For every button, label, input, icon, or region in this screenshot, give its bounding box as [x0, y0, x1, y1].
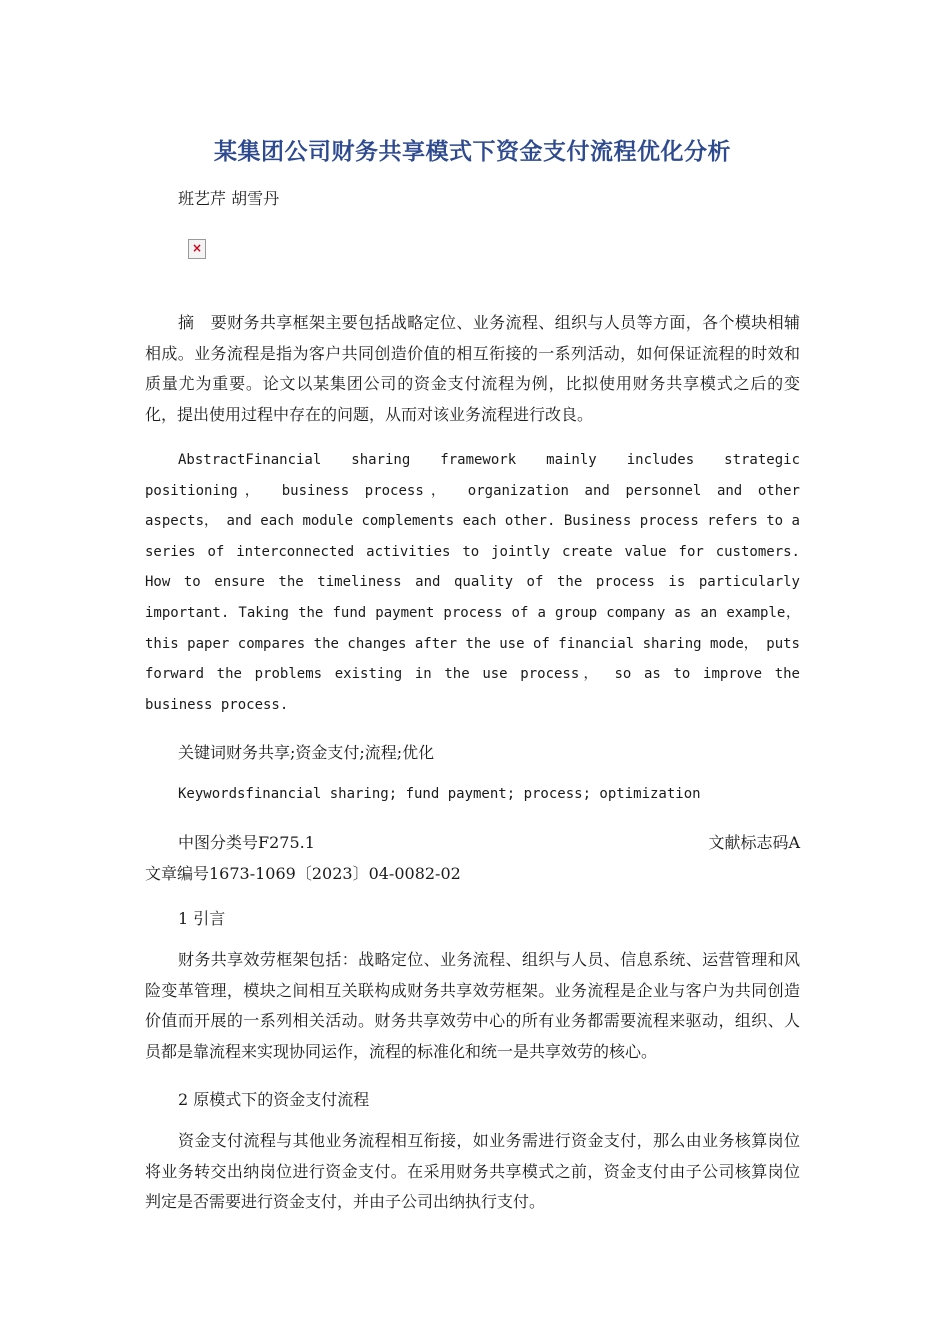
broken-image-icon: ×	[188, 239, 206, 259]
keywords-cn: 关键词财务共享;资金支付;流程;优化	[178, 743, 435, 762]
article-number: 文章编号1673-1069〔2023〕04-0082-02	[145, 864, 461, 883]
document-code: 文献标志码A	[708, 833, 800, 852]
section-2-body: 资金支付流程与其他业务流程相互衔接，如业务需进行资金支付，那么由业务核算岗位将业务转交出纳岗位进行资金支付。在采用财务共享模式之前，资金支付由子公司核算岗位判定是否需要进行资金支付，并由子公司出纳执行支付。	[145, 1131, 800, 1211]
section-1-body: 财务共享效劳框架包括：战略定位、业务流程、组织与人员、信息系统、运营管理和风险变革管理，模块之间相互关联构成财务共享效劳框架。业务流程是企业与客户为共同创造价值而开展的一系列相关活动。财务共享效劳中心的所有业务都需要流程来驱动，组织、人员都是靠流程来实现协同运作，流程的标准化和统一是共享效劳的核心。	[145, 950, 800, 1061]
abstract-cn: 摘 要财务共享框架主要包括战略定位、业务流程、组织与人员等方面，各个模块相辅相成。业务流程是指为客户共同创造价值的相互衔接的一系列活动，如何保证流程的时效和质量尤为重要。论文以某集团公司的资金支付流程为例，比拟使用财务共享模式之后的变化，提出使用过程中存在的问题，从而对该业务流程进行改良。	[145, 313, 800, 424]
article-title: 某集团公司财务共享模式下资金支付流程优化分析	[214, 139, 731, 165]
clc-number: 中图分类号F275.1	[178, 833, 315, 852]
abstract-en: AbstractFinancial sharing framework mainly includes strategic positioning， business process， organization and personnel and other aspects， and each module complements each other. Business process refers to a series of interconnected activities to jointly create value for customers. How to ensure the timeliness and quality of the process is particularly important. Taking the fund payment process of a group company as an example， this paper compares the changes after the use of financial sharing mode， puts forward the problems existing in the use process， so as to improve the business process.	[145, 452, 800, 713]
keywords-en: Keywordsfinancial sharing; fund payment; process; optimization	[178, 786, 701, 802]
section-2-heading: 2 原模式下的资金支付流程	[178, 1090, 370, 1109]
section-1-heading: 1 引言	[178, 909, 226, 928]
authors: 班艺芹 胡雪丹	[178, 189, 280, 208]
